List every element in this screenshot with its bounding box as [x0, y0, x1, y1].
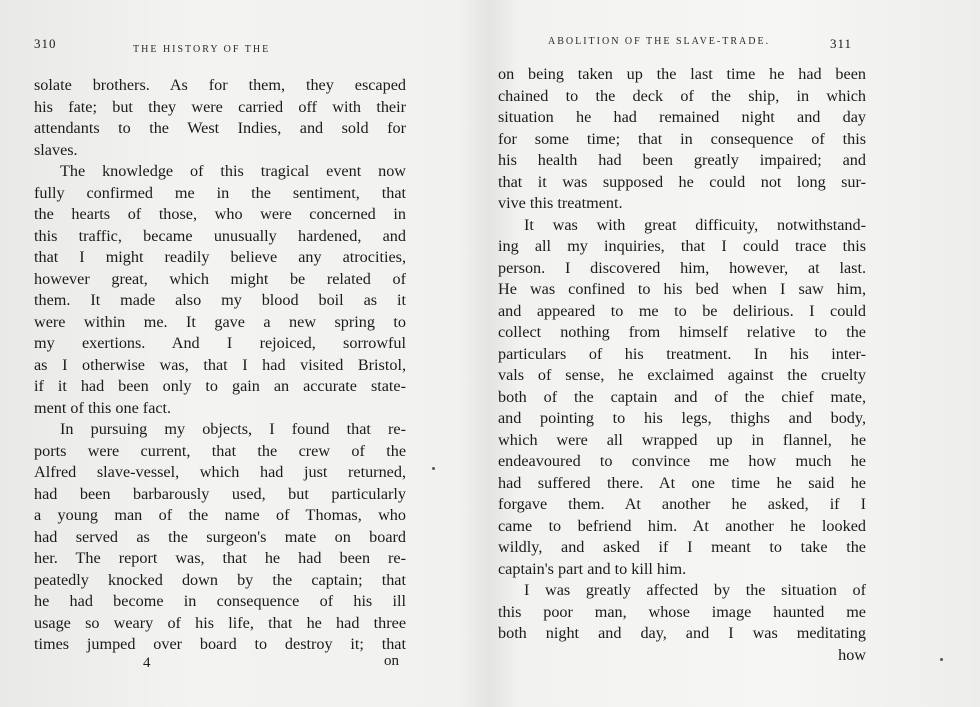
text-line: this poor man, whose image haunted me: [498, 602, 866, 621]
text-line: both night and day, and I was meditating: [498, 624, 866, 642]
text-line: forgave them. At another he asked, if I: [498, 495, 866, 513]
text-line: which were all wrapped up in flannel, he: [498, 430, 866, 449]
text-line: situation he had remained night and day: [498, 108, 866, 126]
text-line: slaves.: [34, 140, 78, 159]
text-line: however great, which might be related of: [34, 269, 406, 288]
text-line: ment of this one fact.: [34, 398, 172, 417]
text-line: captain's part and to kill him.: [498, 559, 687, 578]
right-running-head: ABOLITION OF THE SLAVE-TRADE.: [548, 36, 771, 47]
right-page: [490, 0, 980, 707]
text-line: peatedly knocked down by the captain; that: [34, 570, 406, 589]
text-line: I was greatly affected by the situation of: [524, 581, 866, 599]
text-line: solate brothers. As for them, they escaped: [34, 76, 406, 94]
text-line: vals of sense, he exclaimed against the cruelty: [498, 366, 866, 384]
text-line: ports were current, that the crew of the: [34, 441, 406, 460]
text-line: and appeared to me to be delirious. I could: [498, 301, 866, 320]
print-speck: [940, 658, 943, 661]
text-line: ing all my inquiries, that I could trace this: [498, 237, 866, 255]
text-line: his fate; but they were carried off with their: [34, 97, 406, 116]
text-line: for some time; that in consequence of this: [498, 129, 866, 148]
text-line: on being taken up the last time he had been: [498, 65, 866, 83]
text-line: vive this treatment.: [498, 194, 623, 212]
text-line: chained to the deck of the ship, in which: [498, 86, 866, 105]
text-line: He was confined to his bed when I saw him,: [498, 280, 866, 298]
text-line: my exertions. And I rejoiced, sorrowful: [34, 334, 406, 352]
text-line: had been barbarously used, but particularly: [34, 484, 406, 503]
text-line: that I might readily believe any atrocities,: [34, 248, 406, 266]
right-page-number: 311: [830, 36, 853, 51]
text-line: he had become in consequence of his ill: [34, 592, 406, 610]
text-line: wildly, and asked if I meant to take the: [498, 538, 866, 556]
text-line: usage so weary of his life, that he had three: [34, 613, 406, 632]
text-line: that it was supposed he could not long sur-: [498, 172, 866, 191]
left-running-head: THE HISTORY OF THE: [133, 44, 271, 55]
text-line: a young man of the name of Thomas, who: [34, 506, 406, 524]
text-line: as I otherwise was, that I had visited Bristol,: [34, 355, 406, 374]
text-line: had suffered there. At one time he said he: [498, 473, 866, 492]
text-line: attendants to the West Indies, and sold for: [34, 119, 406, 137]
text-line: how: [838, 645, 866, 664]
text-line: if it had been only to gain an accurate state-: [34, 377, 406, 395]
text-line: had served as the surgeon's mate on board: [34, 527, 406, 546]
print-speck: [432, 467, 435, 470]
text-line: The knowledge of this tragical event now: [60, 162, 406, 180]
text-line: collect nothing from himself relative to the: [498, 323, 866, 341]
text-line: his health had been greatly impaired; and: [498, 151, 866, 169]
text-line: person. I discovered him, however, at last.: [498, 258, 866, 277]
text-line: both of the captain and of the chief mate,: [498, 387, 866, 406]
text-line: and pointing to his legs, thighs and body,: [498, 409, 866, 427]
text-line: her. The report was, that he had been re-: [34, 549, 406, 567]
text-line: were within me. It gave a new spring to: [34, 312, 406, 331]
text-line: endeavoured to convince me how much he: [498, 452, 866, 470]
left-page-number: 310: [34, 36, 57, 51]
text-line: came to befriend him. At another he looked: [498, 516, 866, 535]
signature-mark: 4: [143, 655, 151, 671]
text-line: the hearts of those, who were concerned in: [34, 205, 406, 223]
text-line: times jumped over board to destroy it; that: [34, 635, 406, 653]
catchword: on: [384, 653, 399, 669]
text-line: this traffic, became unusually hardened, and: [34, 226, 406, 245]
right-text-column: [498, 64, 866, 666]
text-line: them. It made also my blood boil as it: [34, 291, 406, 309]
text-line: It was with great difficuity, notwithstand-: [524, 215, 866, 234]
text-line: In pursuing my objects, I found that re-: [60, 420, 406, 438]
text-line: fully confirmed me in the sentiment, that: [34, 183, 406, 202]
left-text-column: [34, 75, 406, 656]
text-line: Alfred slave-vessel, which had just returned,: [34, 463, 406, 481]
text-line: particulars of his treatment. In his inter-: [498, 344, 866, 363]
